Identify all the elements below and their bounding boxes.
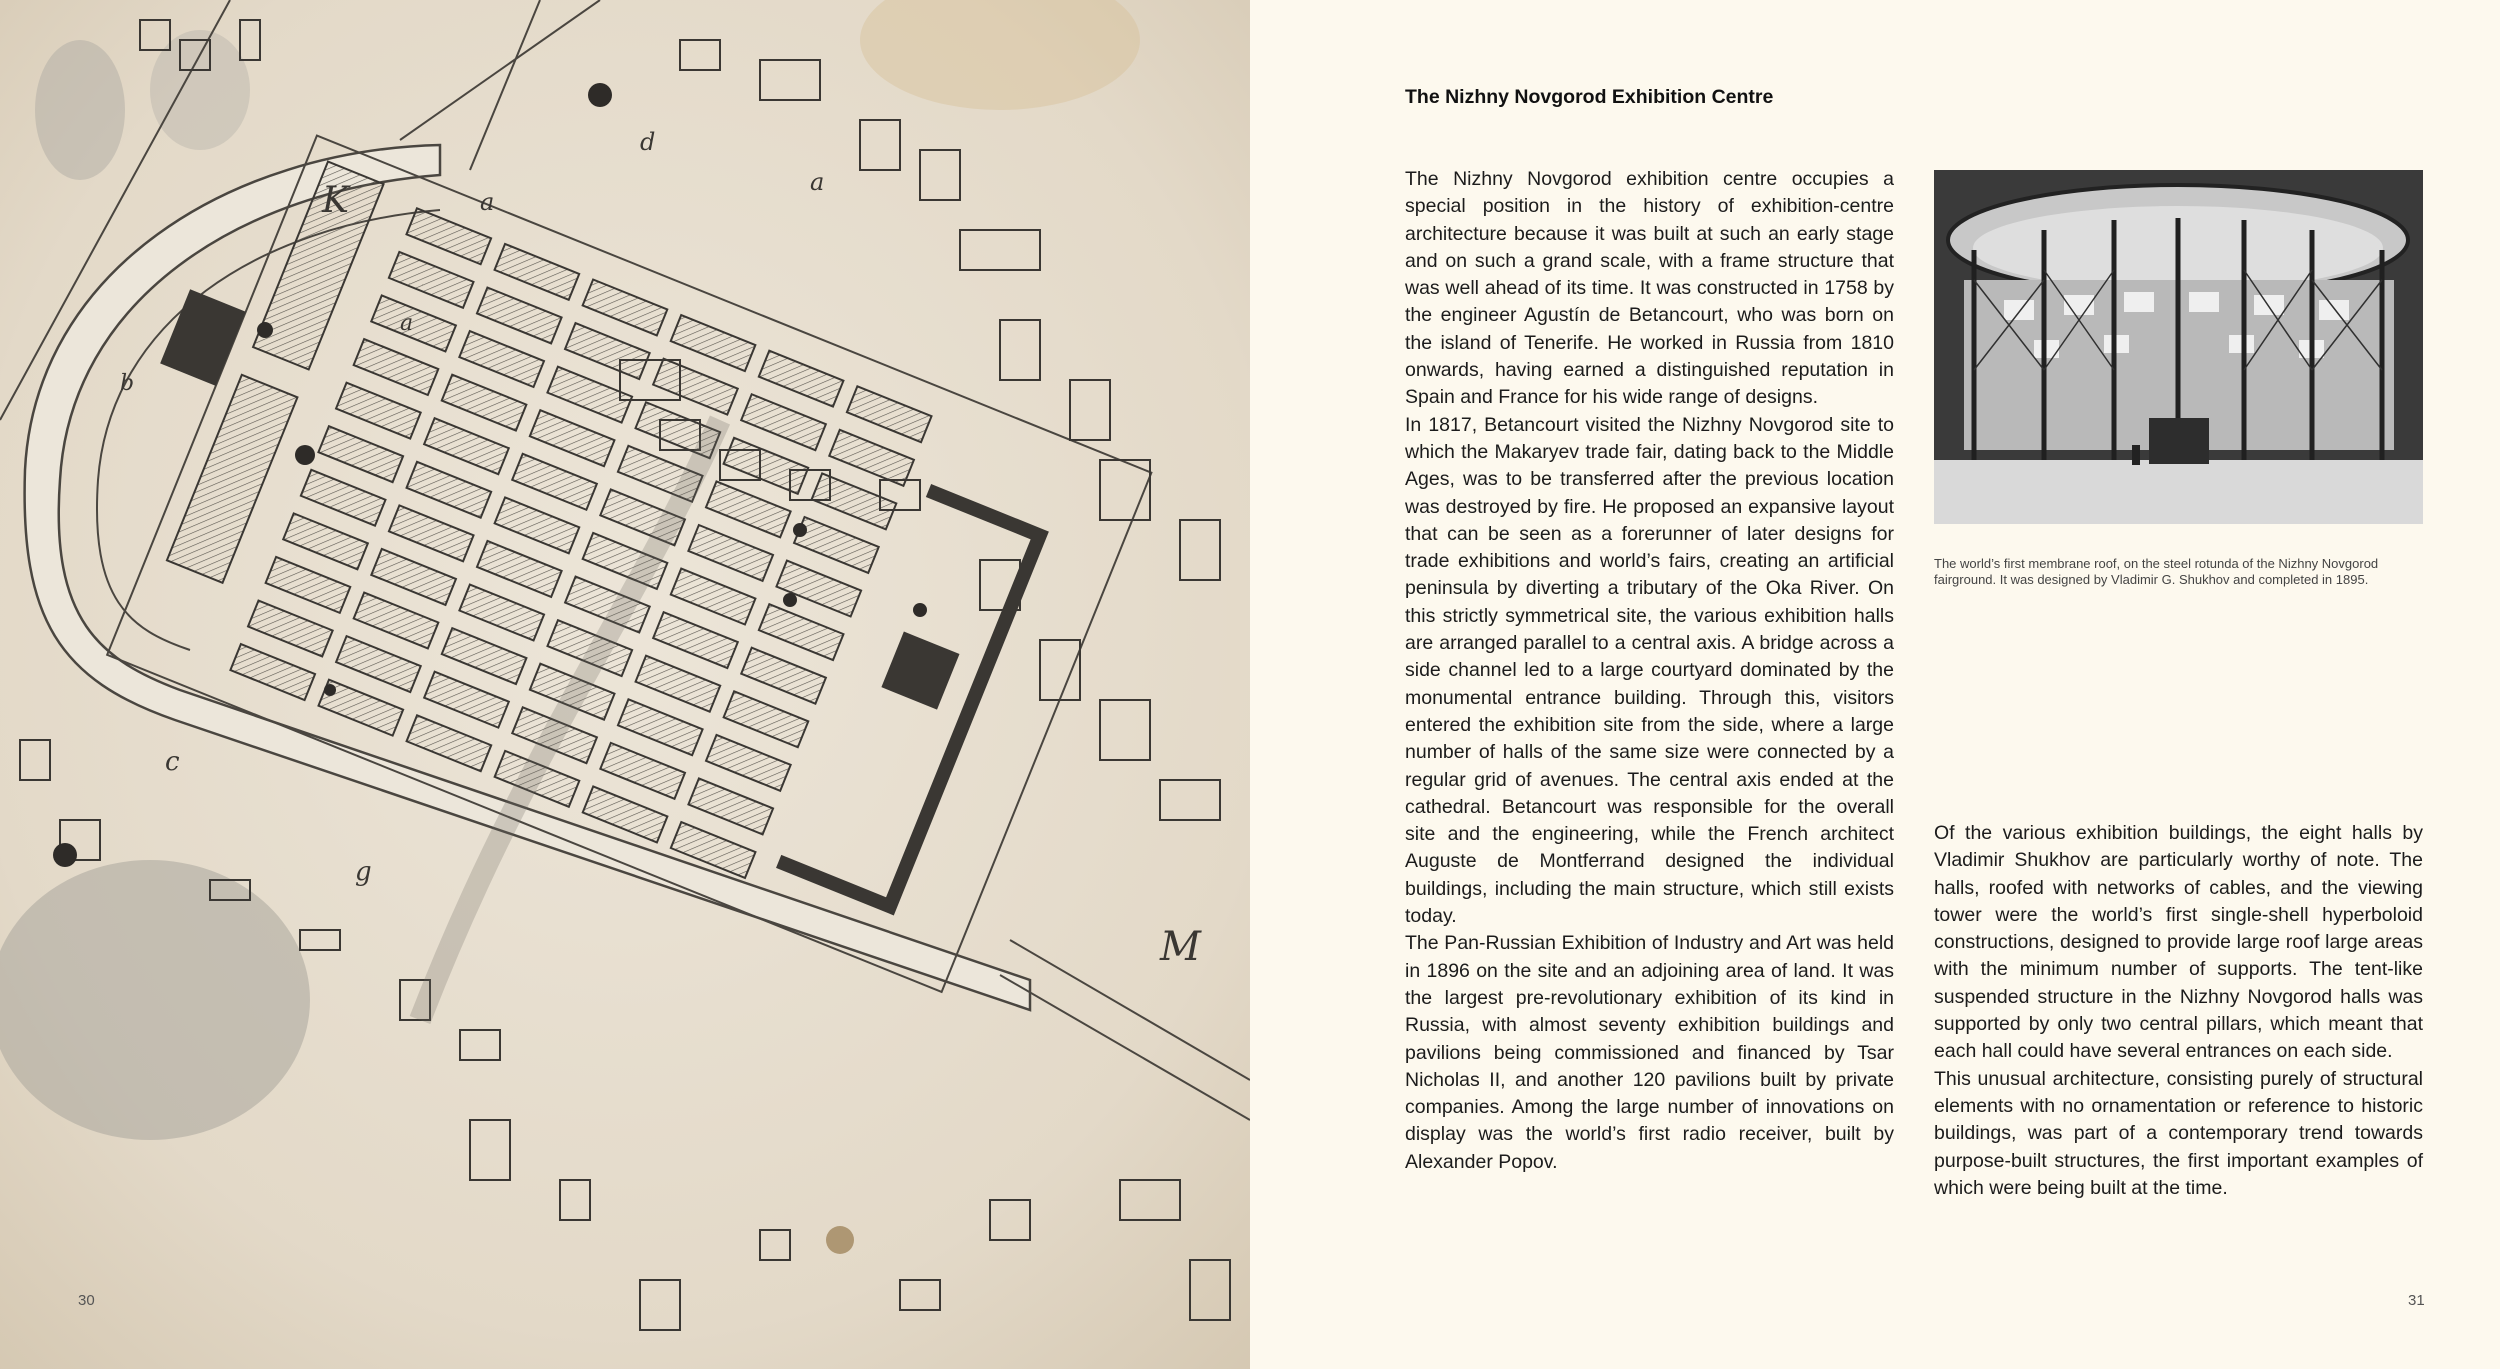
paragraph: In 1817, Betancourt visited the Nizhny Novgorod site to which the Makaryev trade fair, dating back to the Middle Ages, was to be transferred after the previous location was destroyed by fire. He proposed an expansive layout that can be seen as a forerunner of later designs for trade exhibitions and world’s fairs, creating an artificial peninsula by diverting a tributary of the Oka River. On this strictly symmetrical site, the various exhibition halls are arranged parallel to a central axis. A bridge across a side channel led to a large courtyard dominated by the monumental entrance building. Through this, visitors entered the exhibition site from the side, where a large number of halls of the same size were connected by a regular grid of avenues. The central axis ended at the cathedral. Betancourt was responsible for the overall site and the engineering, while the French architect Auguste de Montferrand designed the individual buildings, including the main structure, which still exists today. [1405, 413, 1894, 928]
rotunda-illustration [1934, 170, 2423, 524]
map-dot [53, 843, 77, 867]
map-dot [913, 603, 927, 617]
map-label: K [322, 180, 349, 221]
map-label: a [810, 168, 825, 196]
map-label: a [400, 311, 414, 336]
paragraph: Of the various exhibition buildings, the eight halls by Vladimir Shukhov are particularly worthy of note. The halls, roofed with networks of cables, and the viewing tower were the world’s first single-shell hyperboloid constructions, designed to provide large roof large areas with the minimum number of supports. The tent-like suspended structure in the Nizhny Novgorod halls was supported by only two central pillars, which meant that each hall could have several entrances on each side. [1934, 822, 2423, 1063]
map-label: d [640, 128, 656, 156]
paragraph: This unusual architecture, consisting purely of structural elements with no ornamentation or reference to historic buildings, was part of a contemporary trend towards purpose-built structures, the first important examples of which were being built at the time. [1934, 1067, 2423, 1199]
map-label: M [1160, 924, 1201, 970]
terrain-patch [35, 40, 125, 180]
map-dot [324, 684, 336, 696]
map-dot [257, 322, 273, 338]
map-dot [295, 445, 315, 465]
text-column-2 [1934, 820, 2423, 1202]
rotunda-photo [1934, 170, 2423, 524]
text-column-1 [1405, 166, 1894, 1176]
paragraph: The Nizhny Novgorod exhibition centre occupies a special position in the history of exhibition-centre architecture because it was built at such an early stage and on such a grand scale, with a frame structure that was well ahead of its time. It was constructed in 1758 by the engineer Agustín de Betancourt, who was born on the island of Tenerife. He worked in Russia from 1810 onwards, having earned a distinguished reputation in Spain and France for his wide range of designs. [1405, 168, 1894, 409]
photo-caption: The world’s first membrane roof, on the steel rotunda of the Nizhny Novgorod fairground. It was designed by Vladimir G. Shukhov and completed in 1895. [1934, 556, 2379, 587]
terrain-patch [150, 30, 250, 150]
page-number-left: 30 [78, 1292, 95, 1309]
map-label: b [120, 371, 135, 396]
map-label: c [165, 747, 180, 777]
article-title: The Nizhny Novgorod Exhibition Centre [1405, 86, 1774, 108]
paper-stain [826, 1226, 854, 1254]
paragraph: The Pan-Russian Exhibition of Industry and Art was held in 1896 on the site and an adjoining area of land. It was the largest pre-revolutionary exhibition of its kind in Russia, with almost seventy exhibition buildings and pavilions being commissioned and financed by Tsar Nicholas II, and another 120 pavilions built by private companies. Among the large number of innovations on display was the world’s first radio receiver, built by Alexander Popov. [1405, 932, 1894, 1173]
terrain-patch [0, 860, 310, 1140]
map-dot [793, 523, 807, 537]
page-number-right: 31 [2408, 1292, 2425, 1309]
map-label: a [480, 188, 495, 216]
map-label: g [355, 857, 372, 887]
map-dot [588, 83, 612, 107]
map-dot [783, 593, 797, 607]
